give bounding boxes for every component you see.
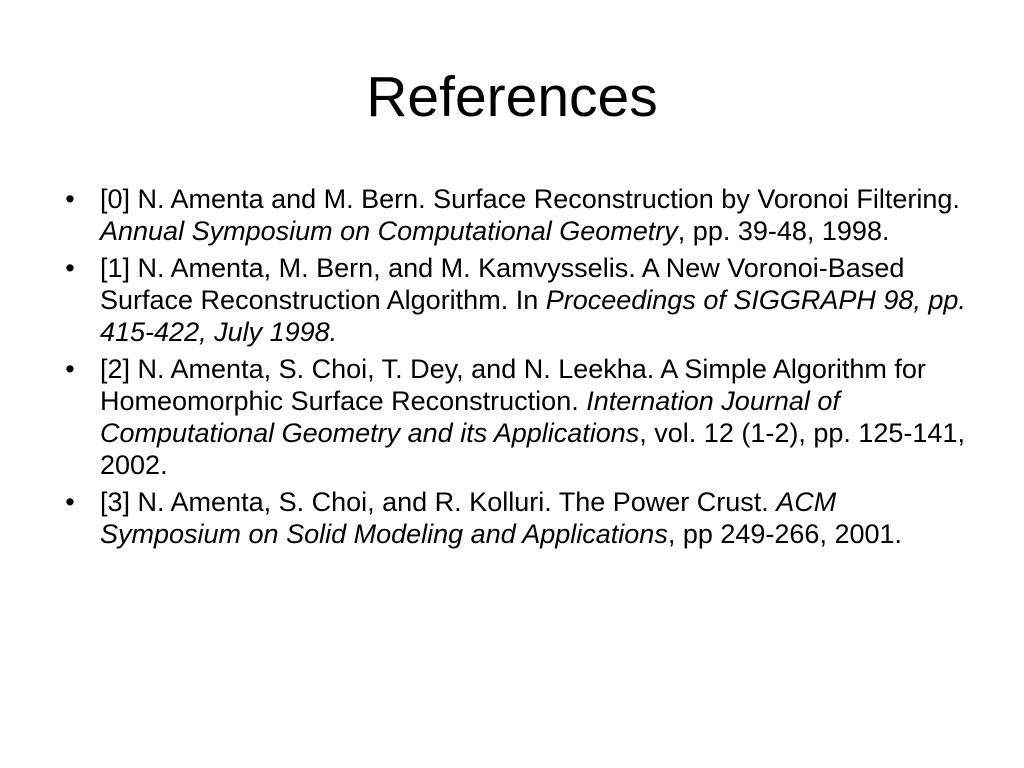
bullet-icon: • xyxy=(65,354,75,384)
reference-venue: Internation Journal of Computational Geometry and its Applications xyxy=(100,386,840,448)
reference-item-2 xyxy=(60,353,975,481)
reference-text: [0] N. Amenta and M. Bern. Surface Reconstruction by Voronoi Filtering. xyxy=(100,184,960,214)
reference-details: , pp. 39-48, 1998. xyxy=(677,216,890,246)
slide-title: References xyxy=(366,65,658,129)
reference-text: [2] N. Amenta, S. Choi, T. Dey, and N. Leekha. A Simple Algorithm for Homeomorphic Surface Reconstruction. xyxy=(100,354,926,416)
reference-venue: Annual Symposium on Computational Geometry xyxy=(100,216,678,246)
reference-item-0 xyxy=(60,183,975,247)
reference-list xyxy=(60,183,975,555)
bullet-icon: • xyxy=(65,184,75,214)
reference-venue: Proceedings of SIGGRAPH 98, pp. 415-422, July 1998. xyxy=(100,285,966,347)
reference-details: , pp 249-266, 2001. xyxy=(667,519,903,549)
reference-text: [3] N. Amenta, S. Choi, and R. Kolluri. The Power Crust. xyxy=(100,487,777,517)
bullet-icon: • xyxy=(65,487,75,517)
reference-details: , vol. 12 (1-2), pp. 125-141, 2002. xyxy=(100,418,965,480)
reference-venue: ACM Symposium on Solid Modeling and Applications xyxy=(100,487,837,549)
reference-item-1 xyxy=(60,252,975,348)
reference-text: [1] N. Amenta, M. Bern, and M. Kamvysselis. A New Voronoi-Based Surface Reconstruction Algorithm. In xyxy=(100,253,905,315)
reference-item-3 xyxy=(60,486,975,550)
bullet-icon: • xyxy=(65,253,75,283)
